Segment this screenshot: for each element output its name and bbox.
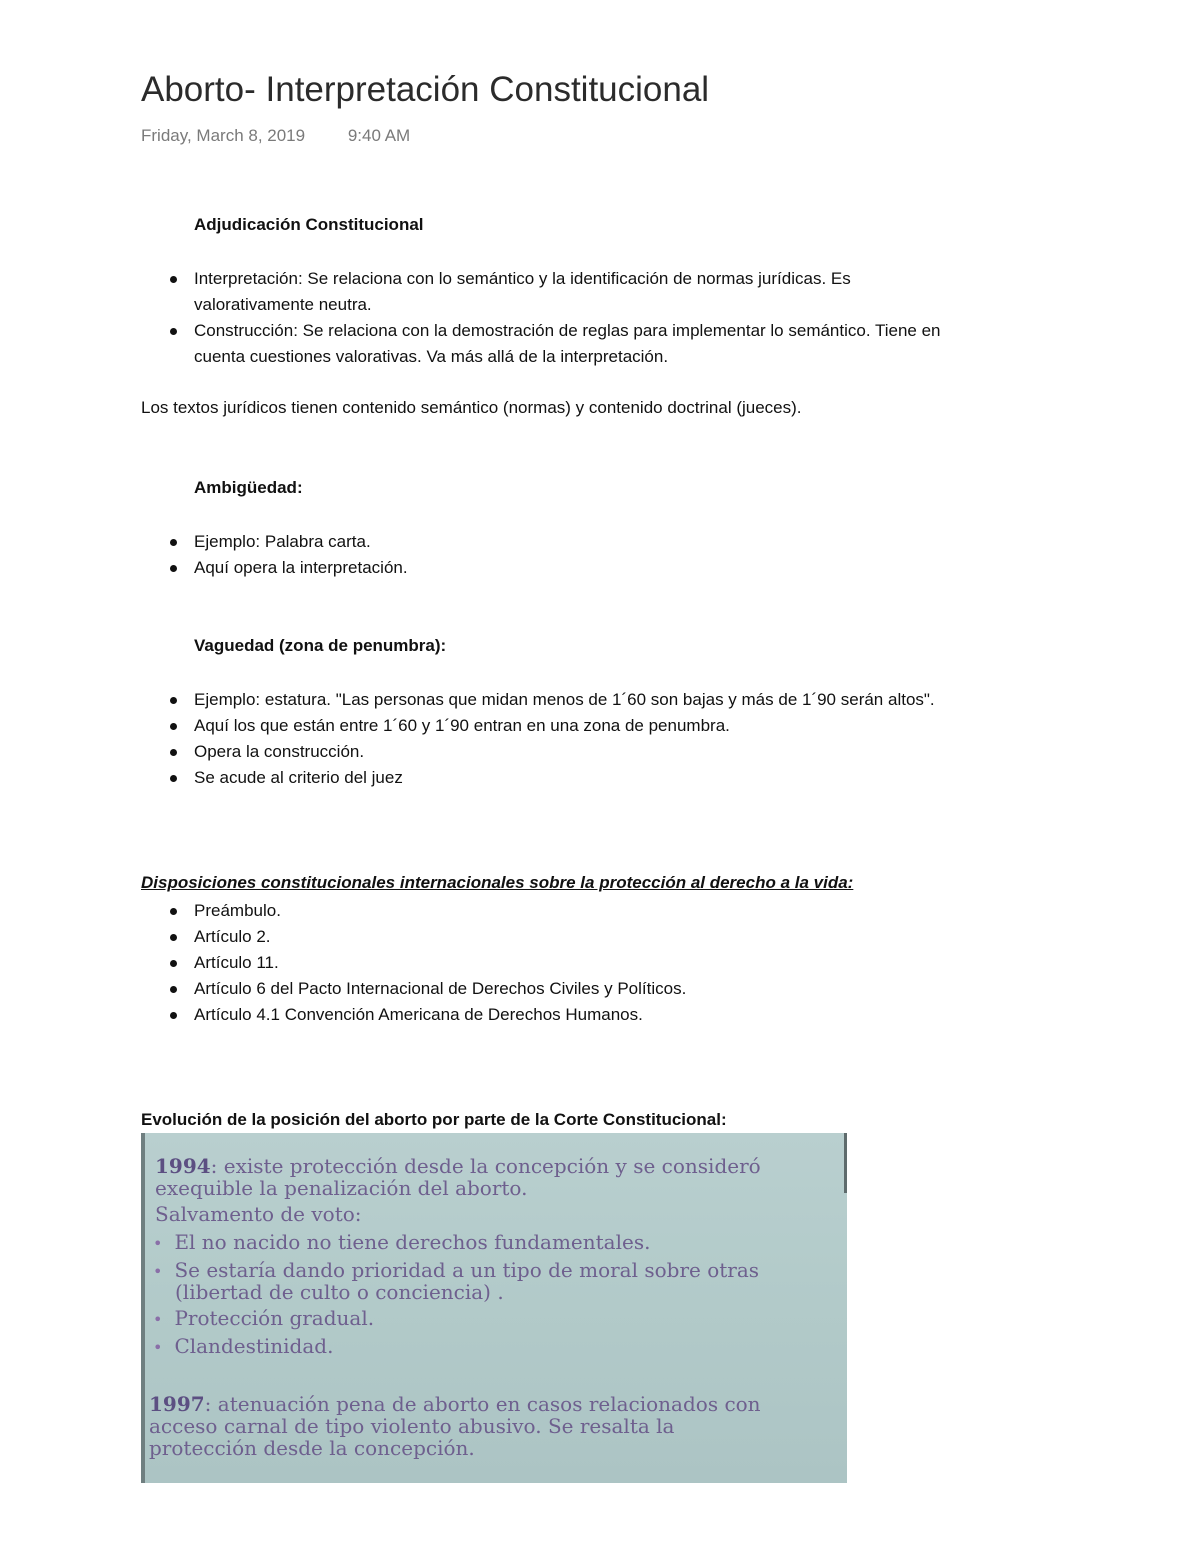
slide-text: El no nacido no tiene derechos fundamentales. bbox=[174, 1230, 651, 1254]
section-heading-vaguedad: Vaguedad (zona de penumbra): bbox=[194, 636, 447, 655]
slide-bullet bbox=[153, 1307, 374, 1331]
disposiciones-list bbox=[194, 898, 1074, 1028]
slide-line bbox=[149, 1393, 761, 1415]
slide-line: acceso carnal de tipo violento abusivo. Se resalta la bbox=[149, 1414, 675, 1438]
bullet-icon: • bbox=[153, 1310, 163, 1329]
slide-photo bbox=[141, 1133, 847, 1483]
list-item: Opera la construcción. bbox=[194, 739, 1074, 765]
list-item bbox=[194, 266, 1074, 318]
list-item: Artículo 11. bbox=[194, 950, 1074, 976]
slide-text: Clandestinidad. bbox=[174, 1334, 334, 1358]
list-item: Artículo 4.1 Convención Americana de Derechos Humanos. bbox=[194, 1002, 1074, 1028]
note-timestamp bbox=[141, 126, 410, 146]
page-title: Aborto- Interpretación Constitucional bbox=[141, 70, 710, 109]
list-item-text: Construcción: Se relaciona con la demostración de reglas para implementar lo semántico. Tiene en bbox=[194, 321, 941, 340]
slide-text: : atenuación pena de aborto en casos relacionados con bbox=[204, 1392, 761, 1416]
photo-edge bbox=[141, 1133, 145, 1483]
bullet-icon: • bbox=[153, 1338, 163, 1357]
list-item bbox=[194, 318, 1074, 370]
section-heading-evolucion: Evolución de la posición del aborto por parte de la Corte Constitucional: bbox=[141, 1110, 727, 1129]
photo-edge bbox=[844, 1133, 847, 1193]
slide-text: : existe protección desde la concepción y se consideró bbox=[210, 1154, 761, 1178]
slide-bullet bbox=[153, 1231, 650, 1255]
bullet-icon: • bbox=[153, 1234, 163, 1253]
ambiguedad-list bbox=[194, 529, 1074, 581]
slide-text: Se estaría dando prioridad a un tipo de moral sobre otras bbox=[174, 1258, 760, 1282]
list-item-text: cuenta cuestiones valorativas. Va más allá de la interpretación. bbox=[194, 347, 669, 366]
slide-bullet bbox=[153, 1335, 333, 1359]
note-date: Friday, March 8, 2019 bbox=[141, 126, 306, 145]
list-item: Artículo 6 del Pacto Internacional de Derechos Civiles y Políticos. bbox=[194, 976, 1074, 1002]
vaguedad-list bbox=[194, 687, 1074, 791]
adjudicacion-list bbox=[194, 266, 1074, 370]
slide-line: exequible la penalización del aborto. bbox=[155, 1176, 528, 1200]
section-heading-adjudicacion: Adjudicación Constitucional bbox=[194, 215, 424, 234]
paragraph-textos-juridicos: Los textos jurídicos tienen contenido semántico (normas) y contenido doctrinal (jueces). bbox=[141, 398, 802, 417]
note-time: 9:40 AM bbox=[347, 126, 411, 145]
slide-text: Protección gradual. bbox=[174, 1306, 375, 1330]
section-heading-disposiciones: Disposiciones constitucionales internacionales sobre la protección al derecho a la vida: bbox=[141, 873, 854, 892]
list-item: Ejemplo: estatura. "Las personas que midan menos de 1´60 son bajas y más de 1´90 serán altos". bbox=[194, 687, 1074, 713]
list-item: Aquí los que están entre 1´60 y 1´90 entran en una zona de penumbra. bbox=[194, 713, 1074, 739]
list-item: Se acude al criterio del juez bbox=[194, 765, 1074, 791]
list-item-text: Interpretación: Se relaciona con lo semántico y la identificación de normas jurídicas. Es bbox=[194, 269, 851, 288]
section-heading-ambiguedad: Ambigüedad: bbox=[194, 478, 303, 497]
list-item-text: valorativamente neutra. bbox=[194, 295, 372, 314]
slide-line: Salvamento de voto: bbox=[155, 1202, 362, 1226]
slide-line: protección desde la concepción. bbox=[149, 1436, 475, 1460]
slide-line bbox=[155, 1155, 761, 1177]
list-item: Preámbulo. bbox=[194, 898, 1074, 924]
slide-year-1994: 1994 bbox=[155, 1154, 211, 1178]
list-item: Artículo 2. bbox=[194, 924, 1074, 950]
list-item: Ejemplo: Palabra carta. bbox=[194, 529, 1074, 555]
slide-line: (libertad de culto o conciencia) . bbox=[175, 1280, 504, 1304]
slide-year-1997: 1997 bbox=[149, 1392, 205, 1416]
list-item: Aquí opera la interpretación. bbox=[194, 555, 1074, 581]
bullet-icon: • bbox=[153, 1262, 163, 1281]
